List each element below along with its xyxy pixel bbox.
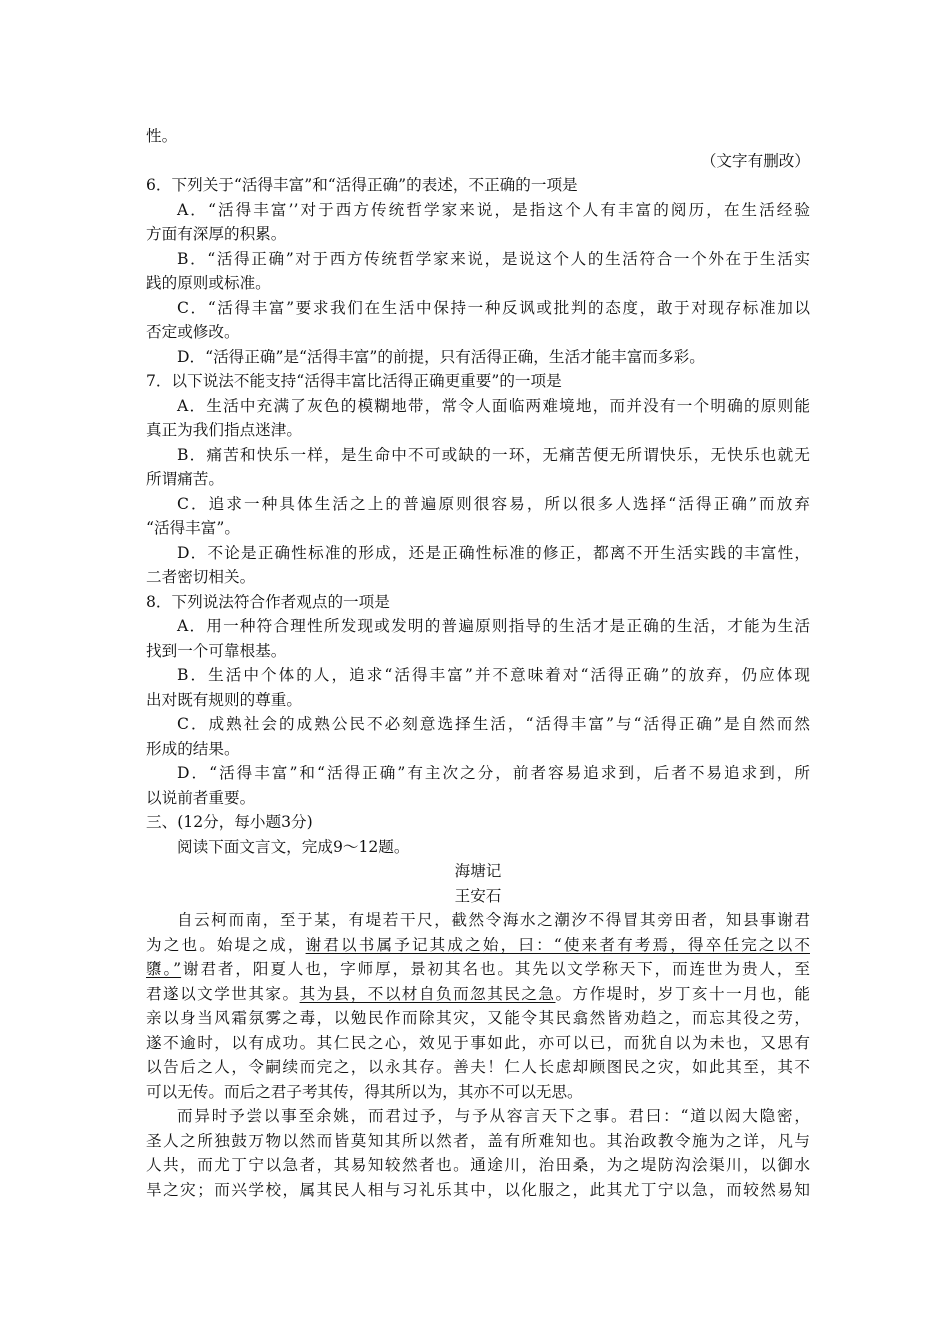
option-6b-line1: B．“活得正确”对于西方传统哲学家来说，是说这个人的生活符合一个外在于生活实	[177, 249, 810, 268]
underlined-sentence-1-end: 隳。”	[146, 960, 182, 978]
passage-line	[146, 933, 810, 958]
passage-text: 为之也。始堤之成，	[146, 935, 306, 954]
passage-title: 海塘记	[454, 862, 502, 880]
passage-text: 君遂以文学世其家。	[146, 984, 300, 1003]
option-6d-line1: D．“活得正确”是“活得丰富”的前提，只有活得正确，生活才能丰富而多彩。	[177, 347, 705, 366]
option-8d-line2: 以说前者重要。	[146, 788, 256, 807]
underlined-sentence-2: 其为县，不以材自负而忽其民之急	[299, 984, 556, 1003]
question-8: 8．下列说法符合作者观点的一项是	[146, 592, 390, 611]
passage-line: 可以无传。而后之君子考其传，得其所以为，其亦不可以无思。	[146, 1082, 583, 1101]
option-6b-line2: 践的原则或标准。	[146, 274, 271, 292]
passage-author: 王安石	[454, 886, 502, 905]
option-7c-line1: C．追求一种具体生活之上的普遍原则很容易，所以很多人选择“活得正确”而放弃	[177, 494, 810, 513]
exam-page	[146, 124, 810, 1202]
question-6: 6．下列关于“活得丰富”和“活得正确”的表述，不正确的一项是	[146, 176, 578, 194]
option-6c-line1: C．“活得丰富”要求我们在生活中保持一种反讽或批判的态度，敢于对现存标准加以	[177, 298, 810, 317]
option-7c-line2: “活得丰富”。	[146, 519, 240, 537]
passage-line: 圣人之所独鼓万物以然而皆莫知其所以然者，盖有所难知也。其治政教令施为之详，凡与	[146, 1131, 810, 1150]
passage-line	[146, 957, 810, 982]
source-note: （文字有删改）	[700, 151, 810, 170]
text-line: 性。	[146, 127, 178, 145]
option-6c-line2: 否定或修改。	[146, 323, 240, 341]
passage-line: 旱之灾；而兴学校，属其民人相与习礼乐其中，以化服之，此其尤丁宁以急，而较然易知	[146, 1180, 810, 1199]
option-8a-line1: A．用一种符合理性所发现或发明的普遍原则指导的生活才是正确的生活，才能为生活	[177, 617, 810, 635]
question-7: 7．以下说法不能支持“活得丰富比活得正确更重要”的一项是	[146, 372, 562, 390]
option-7d-line1: D．不论是正确性标准的形成，还是正确性标准的修正，都离不开生活实践的丰富性，	[177, 543, 810, 562]
option-8d-line1: D．“活得丰富”和“活得正确”有主次之分，前者容易追求到，后者不易追求到，所	[177, 764, 810, 782]
option-8a-line2: 找到一个可靠根基。	[146, 641, 287, 660]
section-3-heading: 三、(12分，每小题3分)	[146, 813, 313, 831]
passage-line: 遂不逾时，以有成功。其仁民之心，效见于事如此，亦可以已，而犹自以为未也，又思有	[146, 1033, 810, 1052]
passage-line	[146, 982, 810, 1007]
section-3-instruction: 阅读下面文言文，完成9～12题。	[177, 837, 410, 856]
option-6a-line2: 方面有深厚的积累。	[146, 225, 287, 243]
option-6a-line1: A．“活得丰富’’对于西方传统哲学家来说，是指这个人有丰富的阅历，在生活经验	[177, 200, 810, 219]
passage-line: 以告后之人，令嗣续而完之，以永其存。善夫！仁人长虑却顾图民之灾，如此其至，其不	[146, 1058, 810, 1076]
passage-line: 亲以身当风霜氛雾之毒，以勉民作而除其灾，又能令其民翕然皆劝趋之，而忘其役之劳，	[146, 1009, 810, 1027]
passage-text: 。方作堤时，岁丁亥十一月也，能	[555, 984, 810, 1003]
passage-line: 人共，而尤丁宁以急者，其易知较然者也。通途川，治田桑，为之堤防沟浍渠川，以御水	[146, 1156, 810, 1174]
option-8b-line1: B．生活中个体的人，追求“活得丰富”并不意味着对“活得正确”的放弃，仍应体现	[177, 666, 810, 684]
option-7b-line2: 所谓痛苦。	[146, 470, 224, 488]
underlined-sentence-1: 谢君以书属予记其成之始，曰：“使来者有考焉，得卒任完之以不	[305, 935, 810, 954]
option-7b-line1: B．痛苦和快乐一样，是生命中不可或缺的一环，无痛苦便无所谓快乐，无快乐也就无	[177, 445, 810, 464]
option-8c-line2: 形成的结果。	[146, 739, 240, 758]
option-7d-line2: 二者密切相关。	[146, 568, 256, 586]
option-8b-line2: 出对既有规则的尊重。	[146, 690, 302, 709]
option-7a-line1: A．生活中充满了灰色的模糊地带，常令人面临两难境地，而并没有一个明确的原则能	[177, 396, 810, 415]
passage-line: 而异时予尝以事至余姚，而君过予，与予从容言天下之事。君曰：“道以闳大隐密，	[177, 1107, 810, 1125]
option-7a-line2: 真正为我们指点迷津。	[146, 421, 302, 439]
passage-line: 自云柯而南，至于某，有堤若干尺，截然令海水之潮汐不得冒其旁田者，知县事谢君	[177, 911, 810, 929]
passage-text: 谢君者，阳夏人也，字师厚，景初其名也。其先以文学称天下，而连世为贵人，至	[181, 960, 810, 978]
option-8c-line1: C．成熟社会的成熟公民不必刻意选择生活，“活得丰富”与“活得正确”是自然而然	[177, 715, 810, 733]
